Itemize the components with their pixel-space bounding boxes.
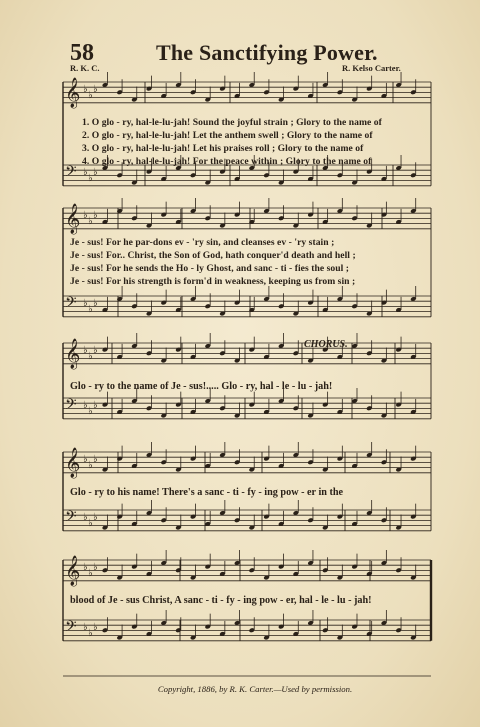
flat-icon: ♭ (93, 454, 98, 465)
flat-icon: ♭ (83, 298, 88, 309)
treble-clef-icon: 𝄞 (65, 78, 81, 108)
bass-clef-icon: 𝄢 (65, 396, 77, 417)
flat-icon: ♭ (83, 210, 88, 221)
flat-icon: ♭ (88, 304, 93, 315)
chorus-line-1: Glo - ry to the name of Je - sus!..... Glo - ry, hal - le - lu - jah! (70, 381, 333, 392)
verse-1-line-a: 1. O glo - ry, hal-le-lu-jah! Sound the joyful strain ; Glory to the name of (82, 117, 382, 128)
flat-icon: ♭ (83, 400, 88, 411)
treble-clef-icon: 𝄞 (65, 339, 81, 369)
hymn-number: 58 (70, 40, 94, 66)
flat-icon: ♭ (83, 562, 88, 573)
flat-icon: ♭ (83, 454, 88, 465)
verse-3-line-a: 3. O glo - ry, hal-le-lu-jah! Let his praises roll ; Glory to the name of (82, 143, 364, 154)
composer-credit: R. Kelso Carter. (342, 63, 401, 73)
flat-icon: ♭ (93, 298, 98, 309)
flat-icon: ♭ (83, 512, 88, 523)
treble-clef-icon: 𝄞 (65, 556, 81, 586)
verse-4-line-b: Je - sus! For his strength is form'd in weakness, keeping us from sin ; (70, 276, 356, 287)
flat-icon: ♭ (88, 568, 93, 579)
verse-1-line-b: Je - sus! For he par-dons ev - 'ry sin, and cleanses ev - 'ry stain ; (70, 237, 335, 248)
bass-clef-icon: 𝄢 (65, 163, 77, 184)
hymn-title: The Sanctifying Power. (156, 40, 378, 65)
flat-icon: ♭ (83, 167, 88, 178)
bass-clef-icon: 𝄢 (65, 294, 77, 315)
flat-icon: ♭ (93, 84, 98, 95)
flat-icon: ♭ (88, 351, 93, 362)
bass-clef-icon: 𝄢 (65, 618, 77, 639)
chorus-label: CHORUS. (304, 339, 348, 350)
chorus-line-2: Glo - ry to his name! There's a sanc - ti - fy - ing pow - er in the (70, 487, 344, 498)
verse-4-line-a: 4. O glo - ry, hal-le-lu-jah! For the peace within ; Glory to the name of (82, 156, 372, 167)
flat-icon: ♭ (93, 562, 98, 573)
flat-icon: ♭ (93, 345, 98, 356)
flat-icon: ♭ (88, 628, 93, 639)
flat-icon: ♭ (93, 210, 98, 221)
treble-clef-icon: 𝄞 (65, 448, 81, 478)
flat-icon: ♭ (88, 90, 93, 101)
flat-icon: ♭ (83, 345, 88, 356)
lyricist-credit: R. K. C. (70, 63, 100, 73)
verse-3-line-b: Je - sus! For he sends the Ho - ly Ghost, and sanc - ti - fies the soul ; (70, 263, 350, 274)
flat-icon: ♭ (88, 406, 93, 417)
flat-icon: ♭ (83, 622, 88, 633)
bass-clef-icon: 𝄢 (65, 508, 77, 529)
chorus-line-3: blood of Je - sus Christ, A sanc - ti - fy - ing pow - er, hal - le - lu - jah! (70, 595, 372, 606)
flat-icon: ♭ (88, 460, 93, 471)
treble-clef-icon: 𝄞 (65, 204, 81, 234)
copyright-notice: Copyright, 1886, by R. K. Carter.—Used by permission. (157, 684, 353, 694)
flat-icon: ♭ (93, 512, 98, 523)
verse-2-line-b: Je - sus! For.. Christ, the Son of God, hath conquer'd death and hell ; (70, 250, 356, 261)
flat-icon: ♭ (83, 84, 88, 95)
flat-icon: ♭ (88, 173, 93, 184)
flat-icon: ♭ (93, 400, 98, 411)
flat-icon: ♭ (93, 167, 98, 178)
flat-icon: ♭ (88, 216, 93, 227)
flat-icon: ♭ (88, 518, 93, 529)
flat-icon: ♭ (93, 622, 98, 633)
verse-2-line-a: 2. O glo - ry, hal-le-lu-jah! Let the anthem swell ; Glory to the name of (82, 130, 373, 141)
